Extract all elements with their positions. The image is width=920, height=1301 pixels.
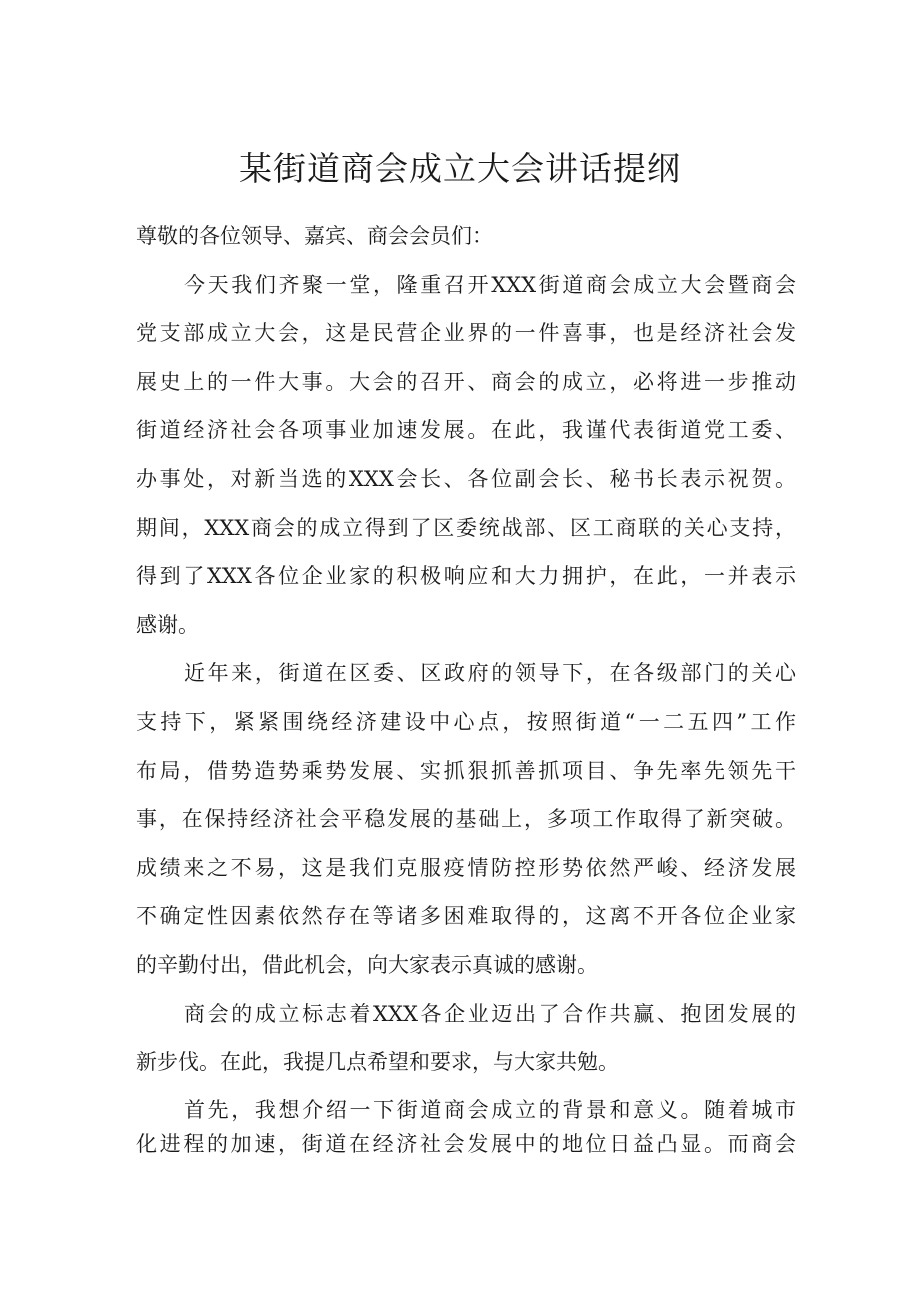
- paragraph-line: 化进程的加速，街道在经济社会发展中的地位日益凸显。而商会: [136, 1131, 796, 1156]
- paragraph: [136, 1093, 796, 1161]
- paragraph-line: 事，在保持经济社会平稳发展的基础上，多项工作取得了新突破。: [136, 807, 796, 832]
- paragraph-line: 感谢。: [136, 612, 199, 637]
- paragraph: [136, 261, 796, 650]
- paragraph-line: 展史上的一件大事。大会的召开、商会的成立，必将进一步推动: [136, 369, 796, 394]
- paragraph-line: 近年来，街道在区委、区政府的领导下，在各级部门的关心: [184, 661, 796, 686]
- salutation: 尊敬的各位领导、嘉宾、商会会员们：: [136, 224, 493, 248]
- paragraph-line: 得到了XXX各位企业家的积极响应和大力拥护，在此，一并表示: [136, 564, 796, 589]
- paragraph-line: 支持下，紧紧围绕经济建设中心点，按照街道“一二五四”工作: [136, 709, 796, 734]
- paragraph-line: 首先，我想介绍一下街道商会成立的背景和意义。随着城市: [184, 1097, 796, 1122]
- paragraph-line: 不确定性因素依然存在等诸多困难取得的，这离不开各位企业家: [136, 904, 796, 929]
- paragraph-line: 新步伐。在此，我提几点希望和要求，与大家共勉。: [136, 1050, 619, 1075]
- document-title: 某街道商会成立大会讲话提纲: [239, 149, 681, 188]
- document-body: [136, 212, 796, 1161]
- paragraph: [136, 649, 796, 989]
- paragraph-line: 党支部成立大会，这是民营企业界的一件喜事，也是经济社会发: [136, 321, 796, 346]
- paragraph-line: 街道经济社会各项事业加速发展。在此，我谨代表街道党工委、: [136, 418, 796, 443]
- paragraph-line: 期间，XXX商会的成立得到了区委统战部、区工商联的关心支持，: [136, 515, 796, 540]
- paragraph-line: 今天我们齐聚一堂，隆重召开XXX街道商会成立大会暨商会: [184, 272, 796, 297]
- paragraph-line: 办事处，对新当选的XXX会长、各位副会长、秘书长表示祝贺。: [136, 466, 796, 491]
- paragraph: [136, 990, 796, 1087]
- paragraph-line: 布局，借势造势乘势发展、实抓狠抓善抓项目、争先率先领先干: [136, 758, 796, 783]
- paragraph-line: 的辛勤付出，借此机会，向大家表示真诚的感谢。: [136, 952, 598, 977]
- paragraph-line: 商会的成立标志着XXX各企业迈出了合作共赢、抱团发展的: [184, 1001, 796, 1026]
- paragraph-line: 成绩来之不易，这是我们克服疫情防控形势依然严峻、经济发展: [136, 855, 796, 880]
